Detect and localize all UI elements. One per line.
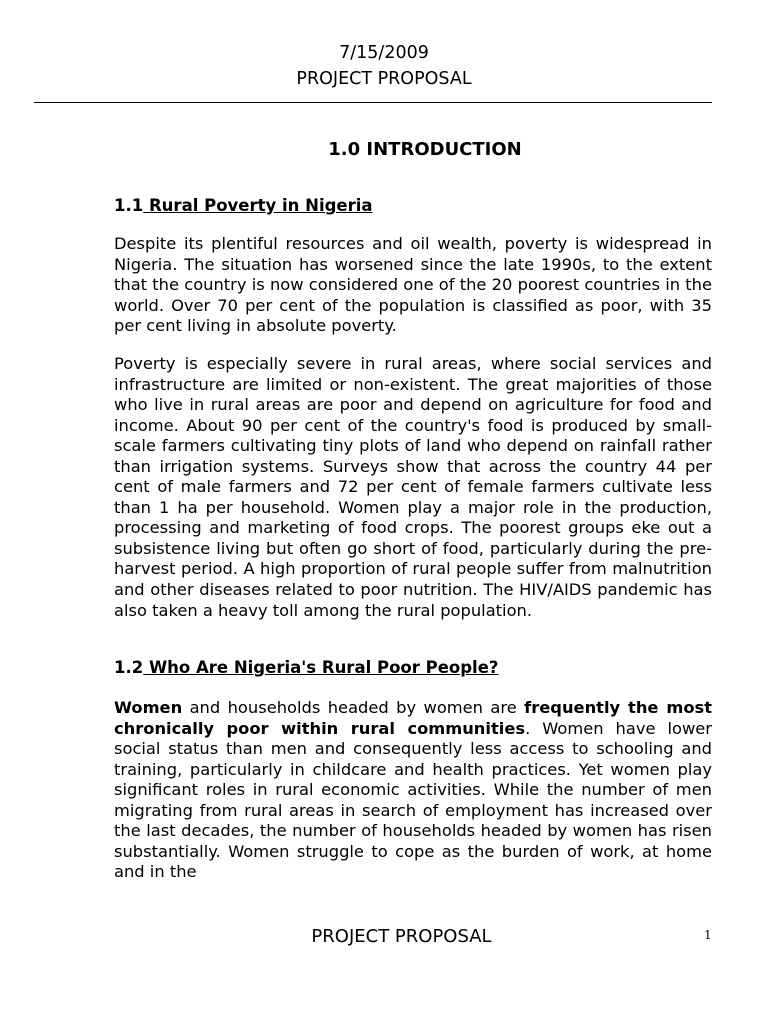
footer-title: PROJECT PROPOSAL [311, 926, 492, 947]
section-title: Who Are Nigeria's Rural Poor People? [143, 658, 499, 677]
header-divider [34, 102, 712, 103]
section-heading-rural-poverty [114, 196, 373, 216]
body-paragraph-3 [114, 698, 712, 888]
page-number: 1 [704, 928, 712, 942]
body-paragraph-1: Despite its plentiful resources and oil wealth, poverty is widespread in Nigeria. The situation has worsened since the late 1990s, to the extent that the country is now considered one of the 20 poorest countries in the world. Over 70 per cent of the population is classified as poor, with 35 per cent living in absolute poverty. [114, 234, 712, 336]
section-heading-rural-poor-people [114, 658, 498, 678]
bold-text: Women [114, 698, 183, 717]
header-title: PROJECT PROPOSAL [296, 69, 472, 89]
bold-text: frequently the most chronically poor within rural communities [114, 698, 712, 738]
section-number: 1.2 [114, 658, 144, 677]
paragraph-text: . Women have lower social status than men and consequently less access to schooling and training, particularly in childcare and health practices. Yet women play significant roles in rural economic activities. While the number of men migrating from rural areas in search of employment has increased over the last decades, the number of households headed by women has risen substantially. Women struggle to cope as the burden of work, at home and in the [114, 718, 712, 882]
section-number: 1.1 [114, 196, 144, 215]
introduction-heading: 1.0 INTRODUCTION [328, 139, 522, 160]
header-date: 7/15/2009 [339, 43, 429, 63]
section-title: Rural Poverty in Nigeria [143, 196, 373, 215]
body-paragraph-2: Poverty is especially severe in rural areas, where social services and infrastructure are limited or non-existent. The great majorities of those who live in rural areas are poor and depend on agriculture for food and income. About 90 per cent of the country's food is produced by small-scale farmers cultivating tiny plots of land who depend on rainfall rather than irrigation systems. Surveys show that across the country 44 per cent of male farmers and 72 per cent of female farmers cultivate less than 1 ha per household. Women play a major role in the production, processing and marketing of food crops. The poorest groups eke out a subsistence living but often go short of food, particularly during the pre-harvest period. A high proportion of rural people suffer from malnutrition and other diseases related to poor nutrition. The HIV/AIDS pandemic has also taken a heavy toll among the rural population. [114, 354, 712, 620]
paragraph-text: and households headed by women are [182, 698, 525, 717]
